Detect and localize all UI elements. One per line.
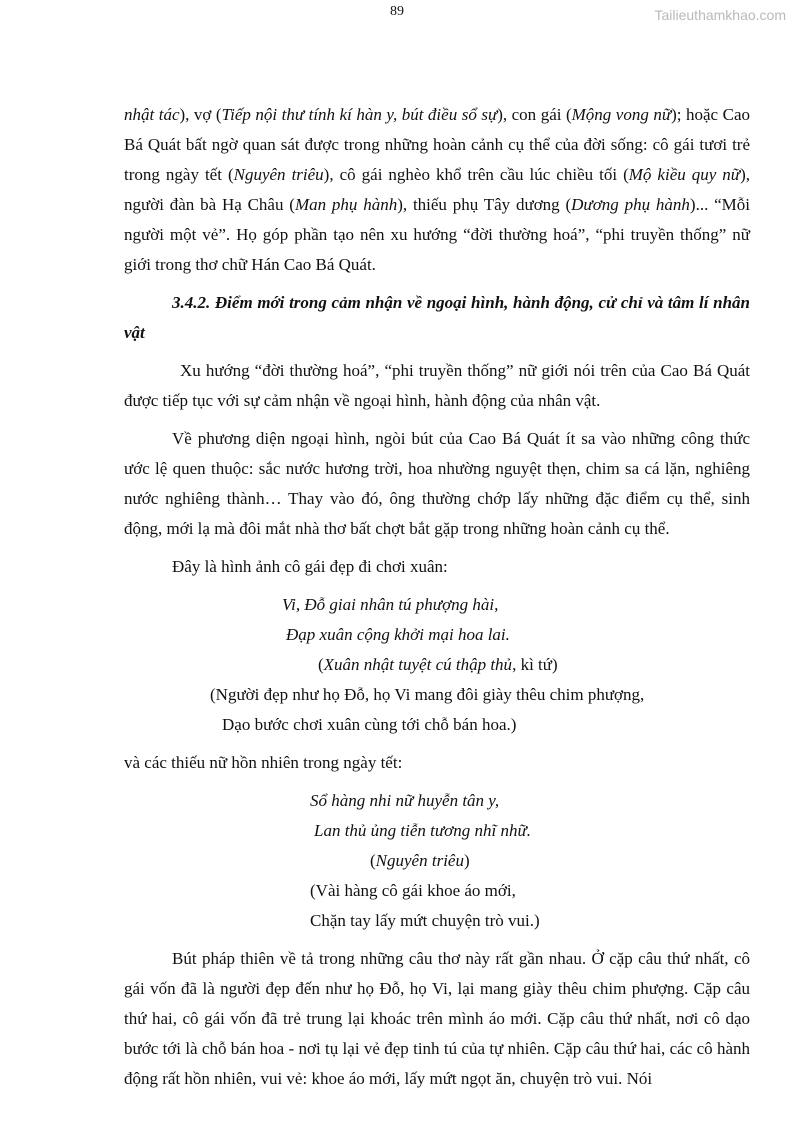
work-title: Mộ kiều quy nữ <box>628 165 741 184</box>
verse-translation: Dạo bước chơi xuân cùng tới chỗ bán hoa.) <box>222 715 517 734</box>
watermark: Tailieuthamkhao.com <box>654 7 786 23</box>
verse-line: Đạp xuân cộng khởi mại hoa lai. <box>286 625 510 644</box>
work-title: Tiếp nội thư tính kí hàn y, bút điều sổ sự <box>221 105 498 124</box>
work-title: Man phụ hành <box>294 195 398 214</box>
paragraph: Đây là hình ảnh cô gái đẹp đi chơi xuân: <box>172 557 448 576</box>
paragraph: Bút pháp thiên về tả trong những câu thơ này rất gần nhau. Ở cặp câu thứ nhất, cô gái vốn đã là người đẹp đến như họ Đỗ, họ Vi, lại mang giày thêu chim phượng. Cặp câu thứ hai, cô gái vốn đã trẻ trung lại khoác trên mình áo mới. Cặp câu thứ nhất, nơi cô dạo bước tới là chỗ bán hoa - nơi tụ lại vẻ đẹp tinh tú của tự nhiên. Cặp câu thứ hai, các cô hành động rất hồn nhiên, vui vẻ: khoe áo mới, lấy mứt ngọt ăn, chuyện trò vui. Nói <box>124 949 750 1088</box>
paragraph: Về phương diện ngoại hình, ngòi bút của Cao Bá Quát ít sa vào những công thức ước lệ quen thuộc: sắc nước hương trời, hoa nhường nguyệt thẹn, chim sa cá lặn, nghiêng nước nghiêng thành… Thay vào đó, ông thường chớp lấy những đặc điểm cụ thể, sinh động, mới lạ mà đôi mắt nhà thơ bất chợt bắt gặp trong những hoàn cảnh cụ thể. <box>124 429 750 538</box>
verse-translation: Chặn tay lấy mứt chuyện trò vui.) <box>310 911 540 930</box>
verse-translation: (Vài hàng cô gái khoe áo mới, <box>310 881 516 900</box>
work-title: nhật tác <box>124 105 180 124</box>
verse-source: (Nguyên triêu) <box>370 851 470 870</box>
work-title: Mộng vong nữ <box>571 105 672 124</box>
work-title: Nguyên triêu <box>233 165 324 184</box>
text-run: ), vợ ( <box>179 105 222 124</box>
source-title: Nguyên triêu <box>375 851 464 870</box>
text-run: ), con gái ( <box>497 105 572 124</box>
paragraph-continued <box>124 100 750 280</box>
verse-line: Vi, Đỗ giai nhân tú phượng hài, <box>282 595 499 614</box>
verse-line: Lan thủ ủng tiễn tương nhĩ nhữ. <box>314 821 531 840</box>
page-number: 89 <box>390 4 404 19</box>
paragraph: và các thiếu nữ hồn nhiên trong ngày tết: <box>124 753 403 772</box>
section-heading: 3.4.2. Điểm mới trong cảm nhận về ngoại hình, hành động, cử chỉ và tâm lí nhân vật <box>124 293 750 342</box>
verse-source: (Xuân nhật tuyệt cú thập thủ, kì tứ) <box>318 655 558 674</box>
source-title: Xuân nhật tuyệt cú thập thủ <box>323 655 513 674</box>
document-body <box>124 100 750 1102</box>
verse-line: Sổ hàng nhi nữ huyễn tân y, <box>310 791 500 810</box>
text-run: ); hoặc Cao Bá Quát bất ngờ quan sát được trong những hoàn cảnh cụ thể của đời sống: cô gái tươi trẻ trong ngày tết ( <box>124 105 750 184</box>
verse-translation: (Người đẹp như họ Đỗ, họ Vi mang đôi giày thêu chim phượng, <box>210 685 645 704</box>
text-run: ), người đàn bà Hạ Châu ( <box>124 165 750 214</box>
verse-block-1 <box>124 590 750 740</box>
verse-block-2 <box>124 786 750 936</box>
text-run: )... “Mỗi người một vẻ”. Họ góp phần tạo nên xu hướng “đời thường hoá”, “phi truyền thống” nữ giới trong thơ chữ Hán Cao Bá Quát. <box>124 195 751 274</box>
work-title: Dương phụ hành <box>571 195 690 214</box>
text-run: ), thiếu phụ Tây dương ( <box>397 195 572 214</box>
paragraph: Xu hướng “đời thường hoá”, “phi truyền thống” nữ giới nói trên của Cao Bá Quát được tiếp tục với sự cảm nhận về ngoại hình, hành động của nhân vật. <box>124 361 750 410</box>
text-run: ), cô gái nghèo khổ trên cầu lúc chiều tối ( <box>323 165 629 184</box>
